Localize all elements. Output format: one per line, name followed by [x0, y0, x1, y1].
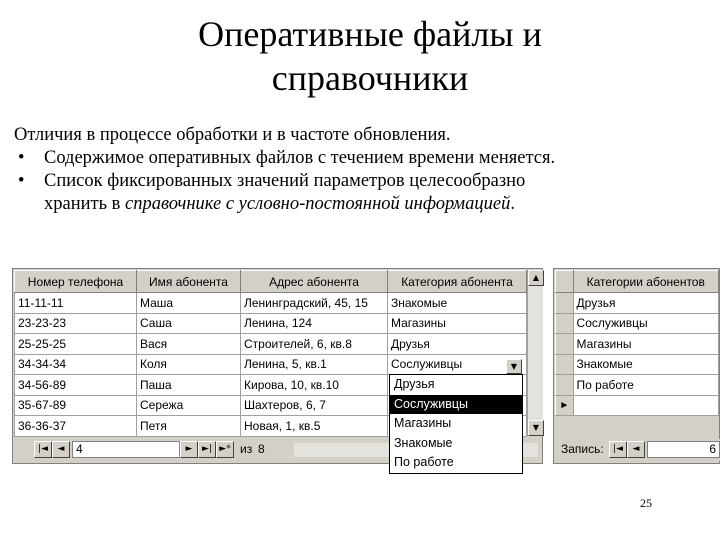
next-record-icon[interactable]: ► — [180, 441, 198, 458]
row-selector-header — [556, 271, 574, 293]
table-row[interactable] — [15, 334, 527, 355]
cell-category-combobox[interactable]: Сослуживцы — [388, 354, 527, 375]
record-total: 8 — [258, 442, 265, 456]
column-header-address[interactable]: Адрес абонента — [241, 271, 388, 293]
cell-name[interactable]: Саша — [137, 313, 241, 334]
cell-address[interactable]: Ленина, 5, кв.1 — [241, 354, 388, 375]
dropdown-option-selected[interactable]: Сослуживцы — [390, 395, 522, 415]
cell-category[interactable]: Друзья — [573, 293, 718, 314]
column-header-categories[interactable]: Категории абонентов — [573, 271, 718, 293]
slide-title-line-2: справочники — [271, 58, 469, 98]
categories-datasheet — [553, 268, 720, 464]
vertical-scrollbar[interactable] — [527, 270, 543, 436]
table-row[interactable] — [556, 334, 719, 355]
table-row-new[interactable] — [556, 395, 719, 416]
categories-table — [555, 270, 719, 416]
cell-category[interactable]: Магазины — [388, 313, 527, 334]
table-row[interactable] — [15, 293, 527, 314]
bullet-marker: • — [18, 148, 25, 168]
bullet-2 — [14, 170, 714, 193]
previous-record-icon[interactable]: ◄ — [627, 441, 645, 458]
dropdown-option[interactable]: Друзья — [394, 377, 435, 391]
row-selector[interactable] — [556, 354, 574, 375]
new-record-icon[interactable]: ►* — [216, 441, 234, 458]
scroll-up-icon[interactable]: ▲ — [528, 270, 544, 286]
header-row — [15, 271, 527, 293]
page-number: 25 — [640, 496, 652, 510]
dropdown-option[interactable]: Магазины — [394, 416, 452, 431]
cell-address[interactable]: Ленинградский, 45, 15 — [241, 293, 388, 314]
bullet-2-plain: хранить в — [44, 194, 126, 214]
category-dropdown-list[interactable] — [389, 374, 523, 474]
cell-address[interactable]: Шахтеров, 6, 7 — [241, 395, 388, 416]
cell-category[interactable]: Друзья — [388, 334, 527, 355]
cell-phone[interactable]: 23-23-23 — [15, 313, 137, 334]
record-label: Запись: — [561, 442, 604, 456]
row-selector[interactable] — [556, 334, 574, 355]
cell-category[interactable]: Знакомые — [388, 293, 527, 314]
cell-address[interactable]: Ленина, 124 — [241, 313, 388, 334]
cell-phone[interactable]: 36-36-37 — [15, 416, 137, 437]
previous-record-icon[interactable]: ◄ — [52, 441, 70, 458]
bullet-1 — [14, 147, 714, 170]
bullet-1-text: Содержимое оперативных файлов с течением времени меняется. — [44, 148, 556, 168]
first-record-icon[interactable]: |◄ — [609, 441, 627, 458]
last-record-icon[interactable]: ►| — [198, 441, 216, 458]
dropdown-arrow-icon[interactable]: ▼ — [506, 359, 522, 374]
cell-address[interactable]: Строителей, 6, кв.8 — [241, 334, 388, 355]
dropdown-option[interactable]: По работе — [394, 455, 454, 470]
intro-text: Отличия в процессе обработки и в частоте обновления. — [14, 125, 451, 145]
cell-address[interactable]: Кирова, 10, кв.10 — [241, 375, 388, 396]
slide-body — [14, 124, 714, 216]
bullet-marker: • — [18, 171, 25, 191]
bullet-2-line-2 — [14, 193, 714, 216]
table-row[interactable] — [556, 293, 719, 314]
cell-category-empty[interactable] — [573, 395, 718, 416]
dropdown-option[interactable]: Знакомые — [394, 435, 453, 450]
cell-phone[interactable]: 34-56-89 — [15, 375, 137, 396]
cell-name[interactable]: Вася — [137, 334, 241, 355]
bullet-2-end: . — [510, 194, 515, 214]
cell-address[interactable]: Новая, 1, кв.5 — [241, 416, 388, 437]
table-row[interactable] — [556, 375, 719, 396]
current-record-field[interactable]: 4 — [72, 441, 180, 458]
current-row-pointer-icon: ► — [556, 395, 574, 416]
cell-name[interactable]: Коля — [137, 354, 241, 375]
table-row[interactable] — [15, 313, 527, 334]
table-row[interactable] — [556, 354, 719, 375]
column-header-phone[interactable]: Номер телефона — [15, 271, 137, 293]
cell-phone[interactable]: 25-25-25 — [15, 334, 137, 355]
cell-name[interactable]: Петя — [137, 416, 241, 437]
table-row[interactable] — [556, 313, 719, 334]
cell-name[interactable]: Паша — [137, 375, 241, 396]
row-selector[interactable] — [556, 313, 574, 334]
record-navigation-bar-2 — [555, 439, 720, 461]
slide-title-line-1: Оперативные файлы и — [198, 14, 542, 54]
cell-name[interactable]: Сережа — [137, 395, 241, 416]
cell-phone[interactable]: 11-11-11 — [15, 293, 137, 314]
cell-name[interactable]: Маша — [137, 293, 241, 314]
row-selector[interactable] — [556, 375, 574, 396]
bullet-2-italic: справочнике с условно-постоянной информацией — [125, 194, 511, 214]
column-header-category[interactable]: Категория абонента — [388, 271, 527, 293]
scroll-down-icon[interactable]: ▼ — [528, 420, 544, 436]
cell-phone[interactable]: 34-34-34 — [15, 354, 137, 375]
current-record-field[interactable]: 6 — [647, 441, 720, 458]
cell-category[interactable]: Магазины — [573, 334, 718, 355]
of-label: из — [240, 442, 253, 456]
table-row[interactable] — [15, 354, 527, 375]
bullet-2-text-line-1: Список фиксированных значений параметров целесообразно — [44, 171, 526, 191]
slide-title — [120, 12, 620, 100]
row-selector[interactable] — [556, 293, 574, 314]
cell-category[interactable]: Сослуживцы — [573, 313, 718, 334]
cell-phone[interactable]: 35-67-89 — [15, 395, 137, 416]
cell-category[interactable]: По работе — [573, 375, 718, 396]
cell-category[interactable]: Знакомые — [573, 354, 718, 375]
header-row — [556, 271, 719, 293]
column-header-name[interactable]: Имя абонента — [137, 271, 241, 293]
first-record-icon[interactable]: |◄ — [34, 441, 52, 458]
